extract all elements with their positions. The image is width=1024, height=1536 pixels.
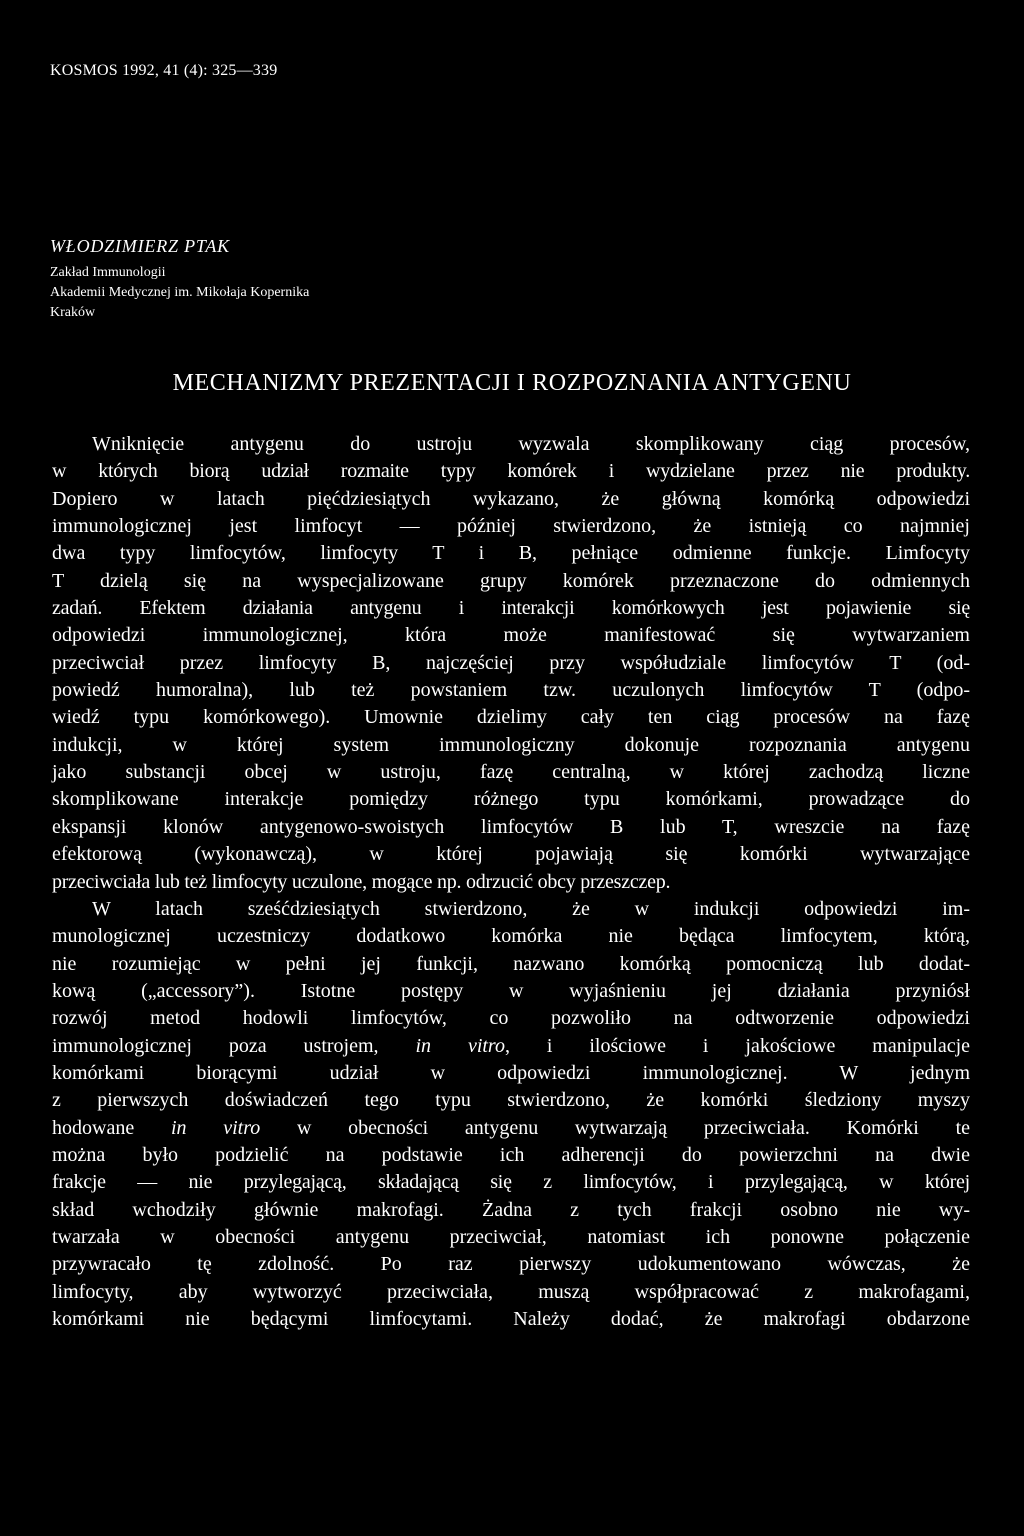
body-line: rozwój metod hodowli limfocytów, co pozwoliło na odtworzenie odpowiedzi [52, 1007, 970, 1030]
body-line: przeciwciał przez limfocyty B, najczęściej przy współudziale limfocytów T (od- [52, 651, 970, 674]
body-line: immunologicznej jest limfocyt — później stwierdzono, że istnieją co najmniej [52, 515, 970, 538]
body-line: hodowane in vitro w obecności antygenu wytwarzają przeciwciała. Komórki te [52, 1116, 970, 1139]
affiliation-line: Zakład Immunologii [50, 265, 166, 280]
body-line: przeciwciała lub też limfocyty uczulone, mogące np. odrzucić obcy przeszczep. [52, 870, 671, 893]
body-line: indukcji, w której system immunologiczny dokonuje rozpoznania antygenu [52, 733, 970, 756]
body-line: Dopiero w latach pięćdziesiątych wykazano, że główną komórką odpowiedzi [52, 487, 970, 510]
body-line: powiedź humoralna), lub też powstaniem tzw. uczulonych limfocytów T (odpo- [52, 679, 970, 702]
body-line: w których biorą udział rozmaite typy komórek i wydzielane przez nie produkty. [52, 460, 970, 483]
body-line: dwa typy limfocytów, limfocyty T i B, pełniące odmienne funkcje. Limfocyty [52, 542, 970, 565]
body-line: nie rozumiejąc w pełni jej funkcji, nazwano komórką pomocniczą lub dodat- [52, 952, 970, 975]
body-line: odpowiedzi immunologicznej, która może manifestować się wytwarzaniem [52, 624, 970, 647]
affiliation-line: Akademii Medycznej im. Mikołaja Kopernika [50, 285, 310, 300]
body-line: komórkami biorącymi udział w odpowiedzi immunologicznej. W jednym [52, 1061, 970, 1084]
journal-reference: KOSMOS 1992, 41 (4): 325—339 [50, 62, 278, 79]
body-line: W latach sześćdziesiątych stwierdzono, że w indukcji odpowiedzi im- [92, 897, 970, 920]
body-line: skład wchodziły głównie makrofagi. Żadna z tych frakcji osobno nie wy- [52, 1198, 970, 1221]
body-line: immunologicznej poza ustrojem, in vitro, i ilościowe i jakościowe manipulacje [52, 1034, 971, 1057]
body-line: wiedź typu komórkowego). Umownie dzielimy cały ten ciąg procesów na fazę [52, 706, 970, 729]
body-line: z pierwszych doświadczeń tego typu stwierdzono, że komórki śledziony myszy [52, 1089, 970, 1112]
body-line: munologicznej uczestniczy dodatkowo komórka nie będąca limfocytem, którą, [52, 925, 970, 948]
author-name: WŁODZIMIERZ PTAK [50, 236, 230, 256]
body-line: zadań. Efektem działania antygenu i interakcji komórkowych jest pojawienie się [52, 597, 970, 620]
affiliation-line: Kraków [50, 305, 96, 320]
body-line: kową („accessory”). Istotne postępy w wyjaśnieniu jej działania przyniósł [52, 979, 970, 1002]
body-line: T dzielą się na wyspecjalizowane grupy komórek przeznaczone do odmiennych [52, 569, 970, 592]
body-line: jako substancji obcej w ustroju, fazę centralną, w której zachodzą liczne [52, 761, 970, 784]
body-line: przywracało tę zdolność. Po raz pierwszy udokumentowano wówczas, że [52, 1253, 970, 1276]
body-line: efektorową (wykonawczą), w której pojawiają się komórki wytwarzające [52, 843, 970, 866]
article-title: MECHANIZMY PREZENTACJI I ROZPOZNANIA ANTYGENU [172, 370, 852, 396]
body-line: można było podzielić na podstawie ich adherencji do powierzchni na dwie [52, 1143, 970, 1166]
body-line: twarzała w obecności antygenu przeciwciał, natomiast ich ponowne połączenie [52, 1225, 970, 1248]
body-line: limfocyty, aby wytworzyć przeciwciała, muszą współpracować z makrofagami, [52, 1280, 970, 1303]
article-body [52, 431, 970, 1333]
body-line: komórkami nie będącymi limfocytami. Należy dodać, że makrofagi obdarzone [52, 1308, 970, 1330]
body-line: Wniknięcie antygenu do ustroju wyzwala skomplikowany ciąg procesów, [92, 433, 970, 455]
author-block [50, 236, 309, 323]
body-line: ekspansji klonów antygenowo-swoistych limfocytów B lub T, wreszcie na fazę [52, 815, 970, 838]
body-line: frakcje — nie przylegającą, składającą się z limfocytów, i przylegającą, w której [52, 1171, 970, 1194]
body-line: skomplikowane interakcje pomiędzy różnego typu komórkami, prowadzące do [52, 788, 970, 811]
